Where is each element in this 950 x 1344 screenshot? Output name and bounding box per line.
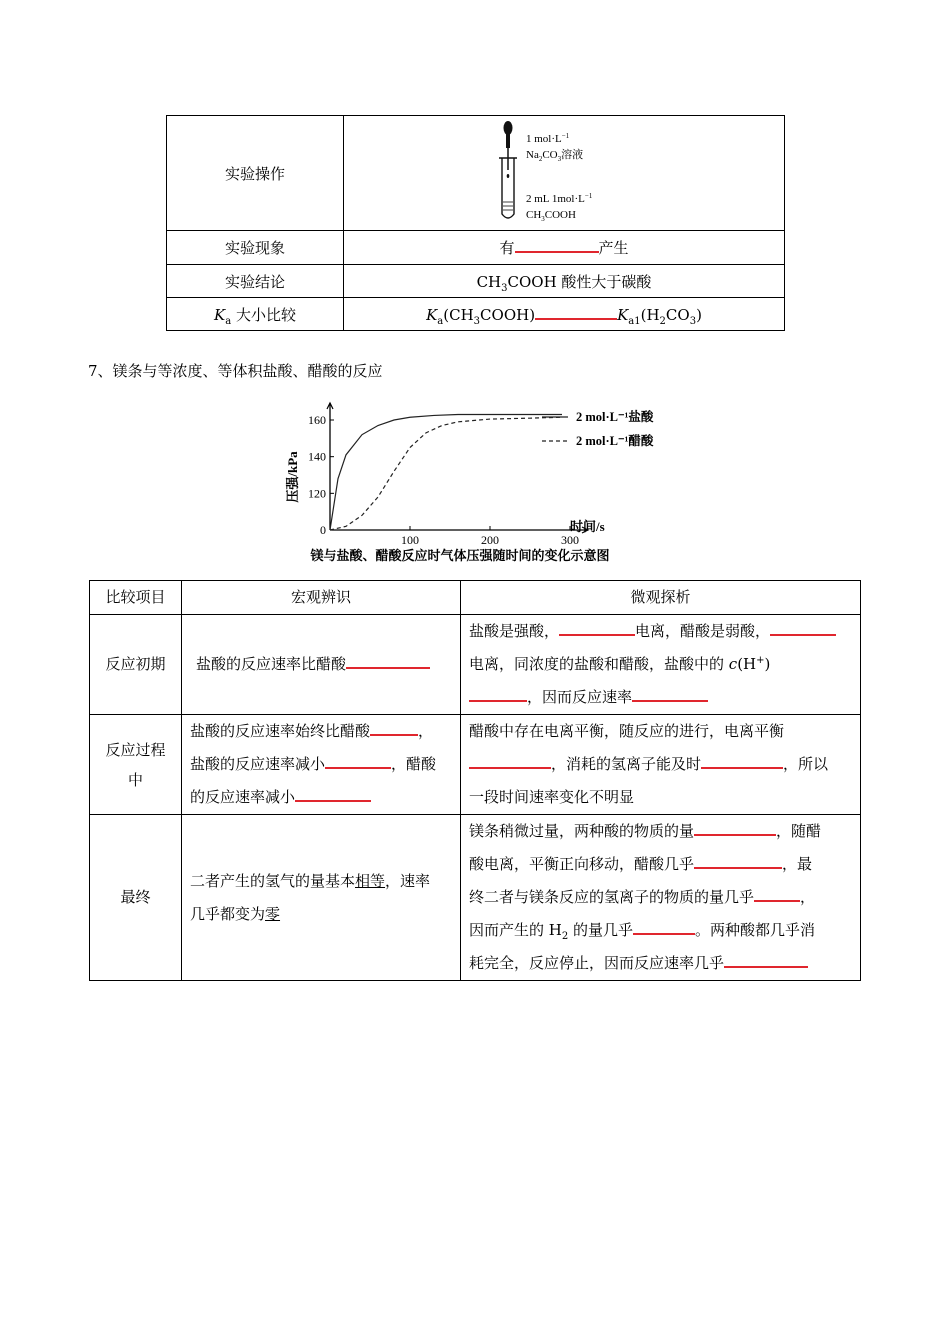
subscript: 3 xyxy=(689,316,697,327)
text: 镁条稍微过量，两种酸的物质的量 xyxy=(469,822,695,840)
answer-blank[interactable] xyxy=(559,620,635,636)
micro-initial xyxy=(461,615,861,715)
subscript: a xyxy=(225,315,232,327)
text: ，随醋 xyxy=(776,822,822,840)
answer-blank[interactable] xyxy=(633,919,695,935)
y-tick-label: 140 xyxy=(308,449,326,464)
text: 酸电离，平衡正向移动，醋酸几乎 xyxy=(469,855,695,873)
text: 二者产生的氢气的量基本 xyxy=(190,871,356,890)
text: COOH 酸性大于碳酸 xyxy=(507,272,652,291)
text: ， xyxy=(800,888,816,906)
pressure-time-chart xyxy=(280,395,680,567)
answer-blank[interactable] xyxy=(632,686,708,702)
subscript: 2 xyxy=(659,316,666,327)
underlined-answer: 零 xyxy=(265,904,281,923)
label-ka xyxy=(167,298,344,331)
macro-initial xyxy=(182,615,461,715)
micro-process xyxy=(461,715,861,815)
section-heading-7: 7、镁条与等浓度、等体积盐酸、醋酸的反应 xyxy=(88,362,383,380)
text: ，消耗的氢离子能及时 xyxy=(551,755,702,773)
series-line-acetic xyxy=(330,417,562,530)
legend-label: 2 mol·L⁻¹醋酸 xyxy=(576,434,654,448)
answer-blank[interactable] xyxy=(754,886,800,902)
header-item: 比较项目 xyxy=(90,581,182,615)
row-ka xyxy=(167,298,785,331)
reagent-label-2: $Na_2CO_3$溶液 xyxy=(526,149,584,163)
chart-series xyxy=(330,415,562,531)
header-micro: 微观探析 xyxy=(461,581,861,615)
answer-blank[interactable] xyxy=(295,786,371,802)
y-tick-label: 160 xyxy=(308,413,326,427)
text: ，所以 xyxy=(783,755,829,773)
answer-blank[interactable] xyxy=(515,237,599,253)
row-conclusion xyxy=(167,265,785,298)
text: ，速率 xyxy=(385,871,431,890)
label-process xyxy=(90,715,182,815)
dropper-bulb-icon xyxy=(504,121,513,135)
underlined-answer: 相等 xyxy=(355,871,386,890)
answer-blank[interactable] xyxy=(724,952,808,968)
text: (CH xyxy=(443,306,474,324)
k-symbol: K xyxy=(426,306,438,324)
answer-blank[interactable] xyxy=(694,820,776,836)
row-process xyxy=(90,715,861,815)
text: 中 xyxy=(127,770,143,789)
label-initial: 反应初期 xyxy=(90,615,182,715)
row-phenomenon xyxy=(167,231,785,265)
micro-final xyxy=(461,815,861,981)
label-final: 最终 xyxy=(90,815,182,981)
comparison-table xyxy=(89,580,861,981)
reagent-label-1: 1 $mol\cdot L^{-1}$ xyxy=(526,132,570,145)
y-axis-label: 压强/kPa xyxy=(285,451,300,503)
subscript: 2 xyxy=(561,931,569,942)
text: 一段时间速率变化不明显 xyxy=(469,788,635,806)
label-conclusion: 实验结论 xyxy=(167,265,344,298)
subscript: 3 xyxy=(501,282,508,294)
text: 盐酸的反应速率比醋酸 xyxy=(196,655,347,673)
text: 耗完全，反应停止，因而反应速率几乎 xyxy=(469,954,725,972)
header-macro: 宏观辨识 xyxy=(182,581,461,615)
text: 大小比较 xyxy=(231,305,296,324)
apparatus-cell xyxy=(344,116,785,231)
row-final xyxy=(90,815,861,981)
x-tick-label: 200 xyxy=(481,533,499,547)
row-initial xyxy=(90,615,861,715)
text: (H xyxy=(640,306,660,324)
text: 。两种酸都几乎消 xyxy=(695,921,816,939)
row-operation xyxy=(167,116,785,231)
label-operation: 实验操作 xyxy=(167,116,344,231)
text: ，最 xyxy=(782,855,813,873)
subscript: a1 xyxy=(628,316,641,327)
text: 盐酸的反应速率始终比醋酸 xyxy=(190,722,371,740)
conclusion-cell xyxy=(344,265,785,298)
text: 的量几乎 xyxy=(568,921,634,939)
answer-blank[interactable] xyxy=(469,686,527,702)
k-symbol: K xyxy=(617,306,629,324)
text: 盐酸是强酸， xyxy=(469,622,560,640)
phenomenon-cell xyxy=(344,231,785,265)
macro-process xyxy=(182,715,461,815)
x-tick-label: 300 xyxy=(561,533,579,547)
x-axis-label: 时间/s xyxy=(570,519,605,534)
text: ，因而反应速率 xyxy=(527,688,633,706)
header-row xyxy=(90,581,861,615)
y-tick-label: 0 xyxy=(320,523,326,537)
text-chansheng: 产生 xyxy=(598,239,629,257)
text: ， xyxy=(418,722,434,740)
text: COOH) xyxy=(480,306,536,324)
answer-blank[interactable] xyxy=(469,753,551,769)
chart-title: 镁与盐酸、醋酸反应时气体压强随时间的变化示意图 xyxy=(310,548,610,563)
text: 几乎都变为 xyxy=(190,904,266,923)
ka-cell xyxy=(344,298,785,331)
answer-blank[interactable] xyxy=(370,720,418,736)
answer-blank[interactable] xyxy=(325,753,391,769)
subscript: 3 xyxy=(473,316,481,327)
answer-blank[interactable] xyxy=(701,753,783,769)
x-tick-label: 100 xyxy=(401,533,419,547)
text: 盐酸的反应速率减小 xyxy=(190,755,326,773)
reagent-label-3: 2 mL $1mol\cdot L^{-1}$ xyxy=(526,192,593,205)
text: CO xyxy=(665,306,690,324)
superscript: + xyxy=(756,655,765,666)
text-you: 有 xyxy=(499,239,515,257)
text: 电离，醋酸是弱酸， xyxy=(635,622,771,640)
text: 终二者与镁条反应的氢离子的物质的量几乎 xyxy=(469,888,755,906)
text: ) xyxy=(764,655,771,673)
test-tube-dropper-diagram xyxy=(494,118,634,228)
answer-blank[interactable] xyxy=(535,304,617,320)
c-symbol: c xyxy=(728,655,738,673)
text: ，醋酸 xyxy=(391,755,437,773)
answer-blank[interactable] xyxy=(770,620,836,636)
text: 反应过程 xyxy=(105,740,166,759)
y-tick-label: 120 xyxy=(308,486,326,501)
subscript: a xyxy=(437,316,444,327)
experiment-table xyxy=(166,115,785,331)
text: CH xyxy=(476,272,502,291)
reagent-label-4: $CH_3COOH$ xyxy=(526,209,576,223)
macro-final xyxy=(182,815,461,981)
text: 电离，同浓度的盐酸和醋酸，盐酸中的 xyxy=(469,655,729,673)
text: ) xyxy=(696,306,702,324)
text: 醋酸中存在电离平衡，随反应的进行，电离平衡 xyxy=(469,722,785,740)
text: (H xyxy=(737,655,757,673)
answer-blank[interactable] xyxy=(346,653,430,669)
k-symbol: K xyxy=(214,305,226,324)
answer-blank[interactable] xyxy=(694,853,782,869)
text: 因而产生的 H xyxy=(469,921,562,939)
label-phenomenon: 实验现象 xyxy=(167,231,344,265)
legend-label: 2 mol·L⁻¹盐酸 xyxy=(576,410,654,424)
text: 的反应速率减小 xyxy=(190,788,296,806)
series-line-hcl xyxy=(330,415,562,531)
